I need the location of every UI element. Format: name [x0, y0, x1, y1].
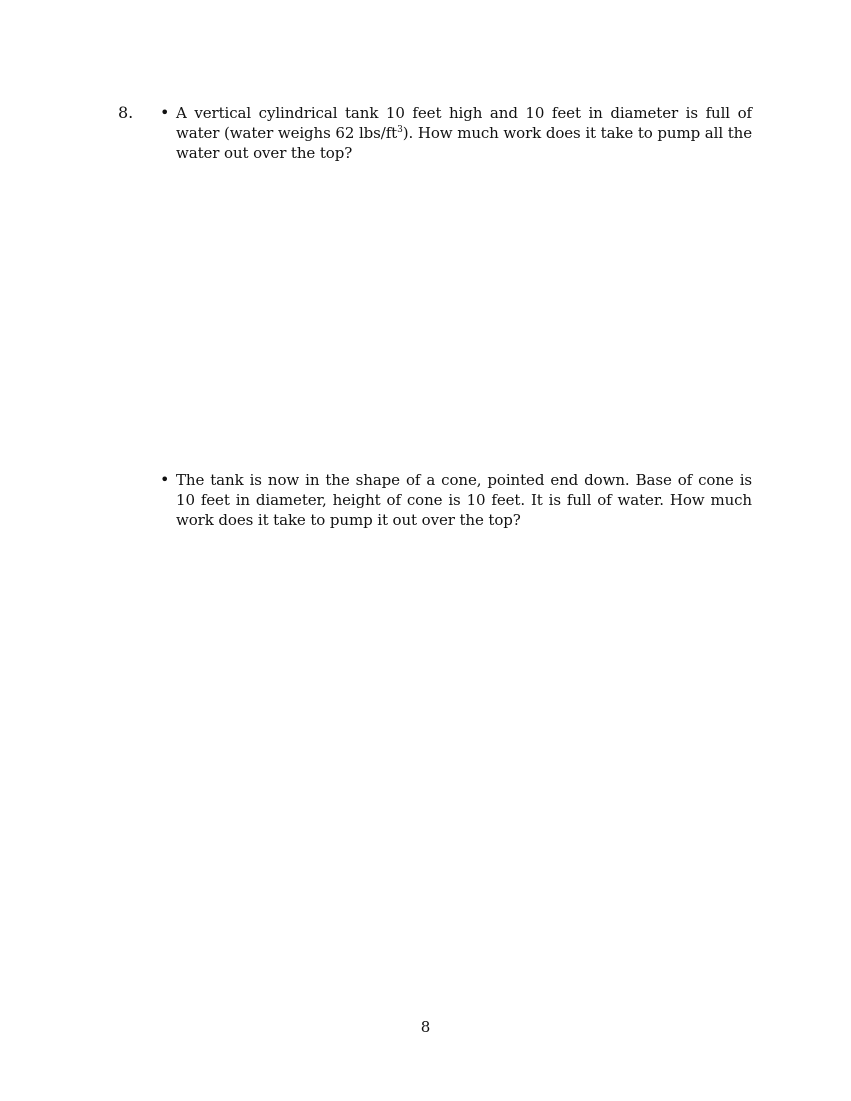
problem-number: 8. — [118, 103, 134, 122]
bullet-icon: • — [160, 470, 170, 489]
cylinder-question-end: ). How much work does it take to pump all the water out over the top? — [176, 124, 752, 162]
cylinder-question-start: A vertical cylindrical tank 10 feet high and 10 feet in diameter is full of water (water weighs 62 lbs/ft — [176, 104, 752, 142]
page-number: 8 — [420, 1018, 431, 1036]
cylinder-question-text — [176, 103, 752, 163]
bullet-icon: • — [160, 103, 170, 122]
cubic-exponent: 3 — [397, 125, 403, 135]
cone-question-text: The tank is now in the shape of a cone, pointed end down. Base of cone is 10 feet in diameter, height of cone is 10 feet. It is full of water. How much work does it take to pump it out over the top? — [176, 471, 752, 529]
